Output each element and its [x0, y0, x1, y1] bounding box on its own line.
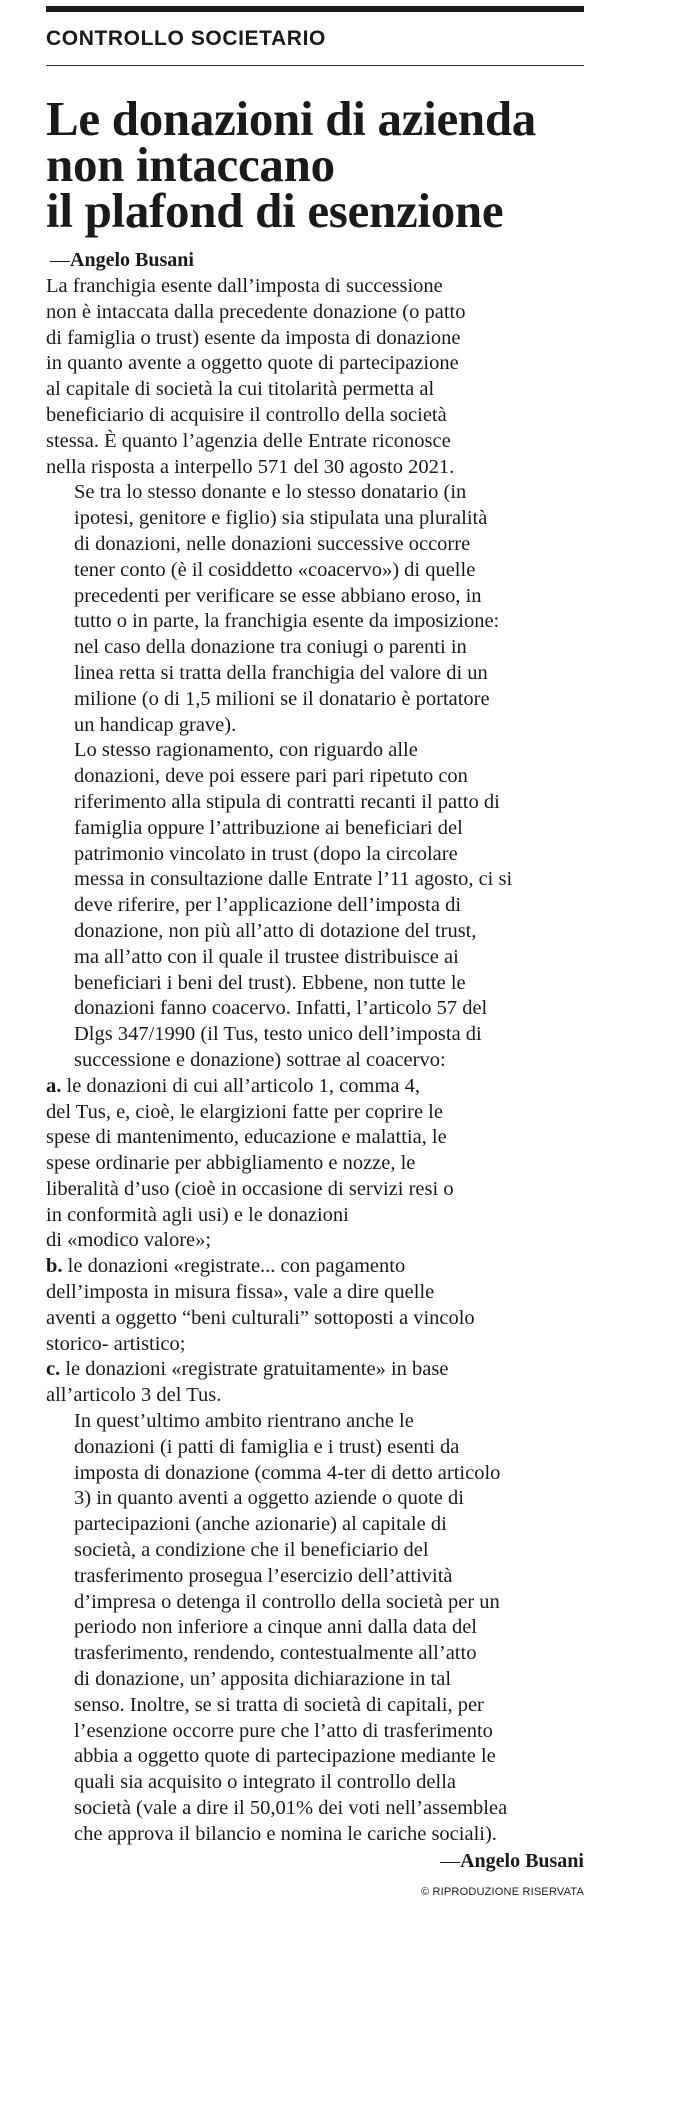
text-line: patrimonio vincolato in trust (dopo la circolare [74, 842, 458, 865]
byline-dash: — [440, 1849, 461, 1872]
text-line: nel caso della donazione tra coniugi o parenti in [74, 636, 467, 659]
top-rule [46, 6, 584, 12]
text-line: trasferimento, rendendo, contestualmente all’atto [74, 1642, 477, 1665]
author-name: Angelo Busani [70, 249, 194, 271]
body-paragraph [46, 480, 584, 738]
text-line: linea retta si tratta della franchigia del valore di un [74, 661, 488, 684]
headline-line: il plafond di esenzione [46, 183, 504, 238]
article-body [46, 274, 584, 1848]
text-line: tener conto (è il cosiddetto «coacervo») di quelle [74, 558, 476, 581]
text-line: riferimento alla stipula di contratti recanti il patto di [74, 790, 500, 813]
text-line [46, 1254, 584, 1280]
text-line: di donazioni, nelle donazioni successive occorre [74, 532, 471, 555]
text-line: imposta di donazione (comma 4-ter di detto articolo [74, 1461, 501, 1484]
body-paragraph [46, 738, 584, 1073]
copyright-notice: © RIPRODUZIONE RISERVATA [420, 1885, 584, 1898]
list-item [46, 1074, 584, 1255]
text-line: al capitale di società la cui titolarità permetta al [46, 378, 435, 401]
text-line: deve riferire, per l’applicazione dell’imposta di [74, 894, 462, 917]
text-line: beneficiari i beni del trust). Ebbene, non tutte le [74, 971, 466, 994]
text-line [46, 1074, 584, 1100]
body-paragraph [46, 1409, 584, 1848]
text-line: società, a condizione che il beneficiario del [74, 1539, 429, 1562]
text-line: di donazione, un’ apposita dichiarazione in tal [74, 1668, 452, 1691]
text-line: abbia a oggetto quote di partecipazione mediante le [74, 1745, 496, 1768]
text-line: tutto o in parte, la franchigia esente da imposizione: [74, 610, 500, 633]
text-line: Dlgs 347/1990 (il Tus, testo unico dell’imposta di [74, 1023, 482, 1046]
text-line: stessa. È quanto l’agenzia delle Entrate riconosce [46, 429, 451, 452]
text-line: milione (o di 1,5 milioni se il donatario è portatore [74, 687, 490, 710]
text-line: spese di mantenimento, educazione e malattia, le [46, 1126, 447, 1149]
text-line: un handicap grave). [74, 713, 237, 736]
list-item [46, 1254, 584, 1357]
text-line: 3) in quanto aventi a oggetto aziende o quote di [74, 1487, 464, 1510]
text-line: società (vale a dire il 50,01% dei voti nell’assemblea [74, 1797, 508, 1820]
list-marker: c. [46, 1358, 61, 1381]
text-line: dell’imposta in misura fissa», vale a dire quelle [46, 1281, 435, 1304]
text-line: Lo stesso ragionamento, con riguardo alle [74, 739, 418, 762]
list-text: le donazioni di cui all’articolo 1, comma 4, [61, 1074, 421, 1097]
text-line: del Tus, e, cioè, le elargizioni fatte per coprire le [46, 1100, 443, 1123]
text-line: senso. Inoltre, se si tratta di società di capitali, per [74, 1693, 484, 1716]
text-line: in conformità agli usi) e le donazioni [46, 1203, 349, 1226]
body-paragraph [46, 274, 584, 480]
text-line: che approva il bilancio e nomina le cariche sociali). [74, 1822, 497, 1845]
text-line: donazioni, deve poi essere pari pari ripetuto con [74, 765, 468, 788]
text-line: In quest’ultimo ambito rientrano anche le [74, 1410, 414, 1433]
text-line: messa in consultazione dalle Entrate l’11 agosto, ci si [74, 868, 513, 891]
text-line: Se tra lo stesso donante e lo stesso donatario (in [74, 481, 467, 504]
text-line: trasferimento prosegua l’esercizio dell’attività [74, 1564, 453, 1587]
headline-line: non intaccano [46, 137, 335, 192]
text-line: quali sia acquisito o integrato il controllo della [74, 1771, 457, 1794]
article [46, 6, 584, 1898]
author-name: Angelo Busani [460, 1849, 584, 1872]
text-line: famiglia oppure l’attribuzione ai beneficiari del [74, 816, 463, 839]
text-line: nella risposta a interpello 571 del 30 agosto 2021. [46, 455, 455, 478]
text-line: spese ordinarie per abbigliamento e nozze, le [46, 1152, 416, 1175]
text-line: di famiglia o trust) esente da imposta di donazione [46, 326, 461, 349]
text-line: l’esenzione occorre pure che l’atto di trasferimento [74, 1719, 493, 1742]
list-item [46, 1357, 584, 1409]
text-line [46, 1357, 584, 1383]
text-line: successione e donazione) sottrae al coacervo: [74, 1048, 446, 1071]
text-line: ma all’atto con il quale il trustee distribuisce ai [74, 945, 459, 968]
text-line: aventi a oggetto “beni culturali” sottoposti a vincolo [46, 1306, 475, 1329]
text-line: in quanto avente a oggetto quote di partecipazione [46, 352, 459, 375]
byline-bottom [46, 1848, 584, 1874]
text-line: precedenti per verificare se esse abbiano eroso, in [74, 584, 482, 607]
kicker-divider [46, 65, 584, 66]
headline-line: Le donazioni di azienda [46, 91, 536, 146]
list-marker: b. [46, 1255, 63, 1278]
text-line: liberalità d’uso (cioè in occasione di servizi resi o [46, 1177, 454, 1200]
section-kicker: CONTROLLO SOCIETARIO [46, 27, 326, 50]
text-line: partecipazioni (anche azionarie) al capitale di [74, 1513, 447, 1536]
byline-dash: — [50, 249, 70, 271]
text-line: periodo non inferiore a cinque anni dalla data del [74, 1616, 478, 1639]
text-line: beneficiario di acquisire il controllo della società [46, 403, 447, 426]
text-line: all’articolo 3 del Tus. [46, 1384, 222, 1407]
list-text: le donazioni «registrate gratuitamente» in base [60, 1358, 449, 1381]
text-line: non è intaccata dalla precedente donazione (o patto [46, 300, 466, 323]
text-line: d’impresa o detenga il controllo della società per un [74, 1590, 500, 1613]
list-marker: a. [46, 1074, 62, 1097]
text-line: ipotesi, genitore e figlio) sia stipulata una pluralità [74, 507, 488, 530]
text-line: storico- artistico; [46, 1332, 186, 1355]
text-line: donazioni fanno coacervo. Infatti, l’articolo 57 del [74, 997, 488, 1020]
byline-top [50, 248, 584, 272]
text-line: donazioni (i patti di famiglia e i trust) esenti da [74, 1435, 460, 1458]
headline [46, 91, 584, 238]
text-line: di «modico valore»; [46, 1229, 212, 1252]
text-line: La franchigia esente dall’imposta di successione [46, 275, 443, 297]
list-text: le donazioni «registrate... con pagamento [62, 1255, 406, 1278]
text-line: donazione, non più all’atto di dotazione del trust, [74, 919, 477, 942]
